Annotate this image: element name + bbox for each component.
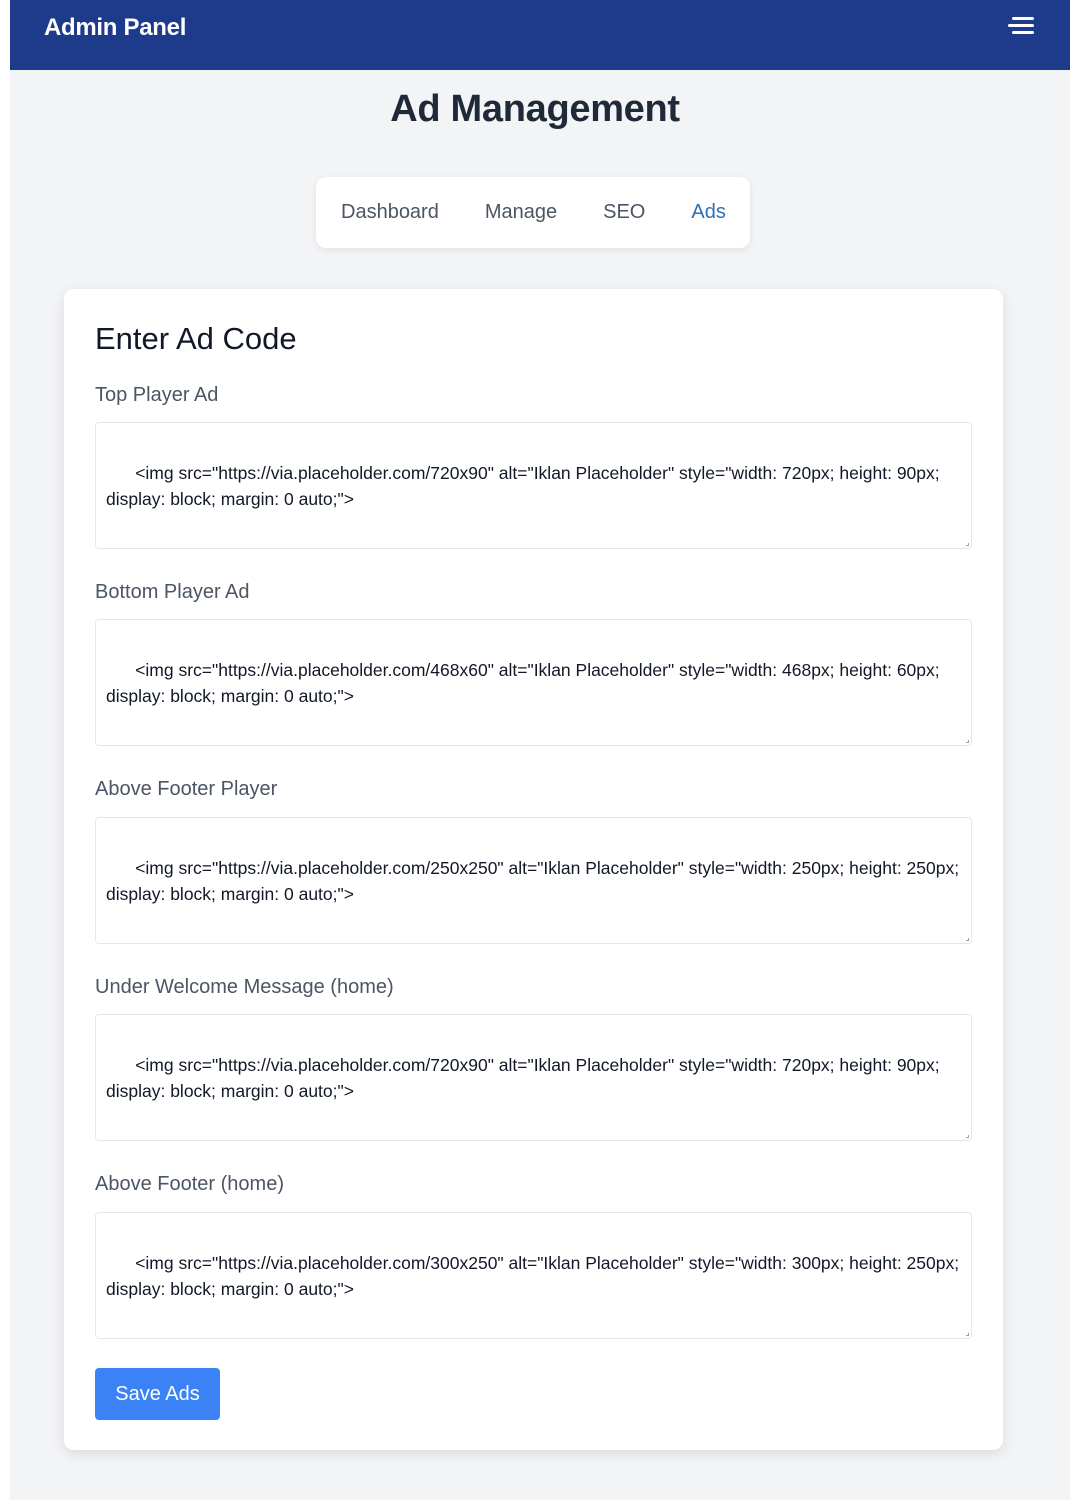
app-frame: [10, 0, 1070, 1500]
save-ads-button[interactable]: Save Ads: [95, 1368, 220, 1420]
bottom-player-ad-code: <img src="https://via.placeholder.com/468x60" alt="Iklan Placeholder" style="width: 468px; height: 60px; display: block; margin: 0 auto;">: [106, 660, 940, 706]
resize-handle-icon[interactable]: [966, 1135, 969, 1138]
ad-code-card: [64, 289, 1003, 1450]
above-footer-home-code: <img src="https://via.placeholder.com/300x250" alt="Iklan Placeholder" style="width: 300px; height: 250px; display: block; margin: 0 auto;">: [106, 1253, 960, 1299]
resize-handle-icon[interactable]: [966, 1333, 969, 1336]
top-navbar: [10, 0, 1070, 70]
form-title: Enter Ad Code: [95, 321, 297, 356]
menu-icon-bar: [1008, 24, 1034, 27]
page-title: Ad Management: [390, 88, 680, 130]
section-tabs: [316, 177, 750, 248]
above-footer-player-label: Above Footer Player: [95, 778, 278, 800]
under-welcome-message-label: Under Welcome Message (home): [95, 976, 394, 998]
above-footer-home-input[interactable]: [95, 1212, 972, 1339]
menu-icon-bar: [1012, 17, 1034, 20]
above-footer-player-code: <img src="https://via.placeholder.com/250x250" alt="Iklan Placeholder" style="width: 250px; height: 250px; display: block; margin: 0 auto;">: [106, 858, 960, 904]
above-footer-home-label: Above Footer (home): [95, 1173, 284, 1195]
tab-manage[interactable]: Manage: [484, 201, 558, 223]
brand-title[interactable]: Admin Panel: [44, 14, 187, 41]
top-player-ad-label: Top Player Ad: [95, 384, 219, 406]
top-player-ad-input[interactable]: [95, 422, 972, 549]
bottom-player-ad-label: Bottom Player Ad: [95, 581, 250, 603]
tab-ads[interactable]: Ads: [691, 201, 726, 223]
above-footer-player-input[interactable]: [95, 817, 972, 944]
bottom-player-ad-input[interactable]: [95, 619, 972, 746]
under-welcome-message-input[interactable]: [95, 1014, 972, 1141]
menu-icon-bar: [1012, 31, 1034, 34]
tab-seo[interactable]: SEO: [603, 201, 646, 223]
hamburger-menu-icon[interactable]: [1008, 15, 1034, 37]
resize-handle-icon[interactable]: [966, 740, 969, 743]
under-welcome-message-code: <img src="https://via.placeholder.com/720x90" alt="Iklan Placeholder" style="width: 720px; height: 90px; display: block; margin: 0 auto;">: [106, 1055, 940, 1101]
tab-dashboard[interactable]: Dashboard: [341, 201, 439, 223]
resize-handle-icon[interactable]: [966, 543, 969, 546]
resize-handle-icon[interactable]: [966, 938, 969, 941]
top-player-ad-code: <img src="https://via.placeholder.com/720x90" alt="Iklan Placeholder" style="width: 720px; height: 90px; display: block; margin: 0 auto;">: [106, 463, 940, 509]
